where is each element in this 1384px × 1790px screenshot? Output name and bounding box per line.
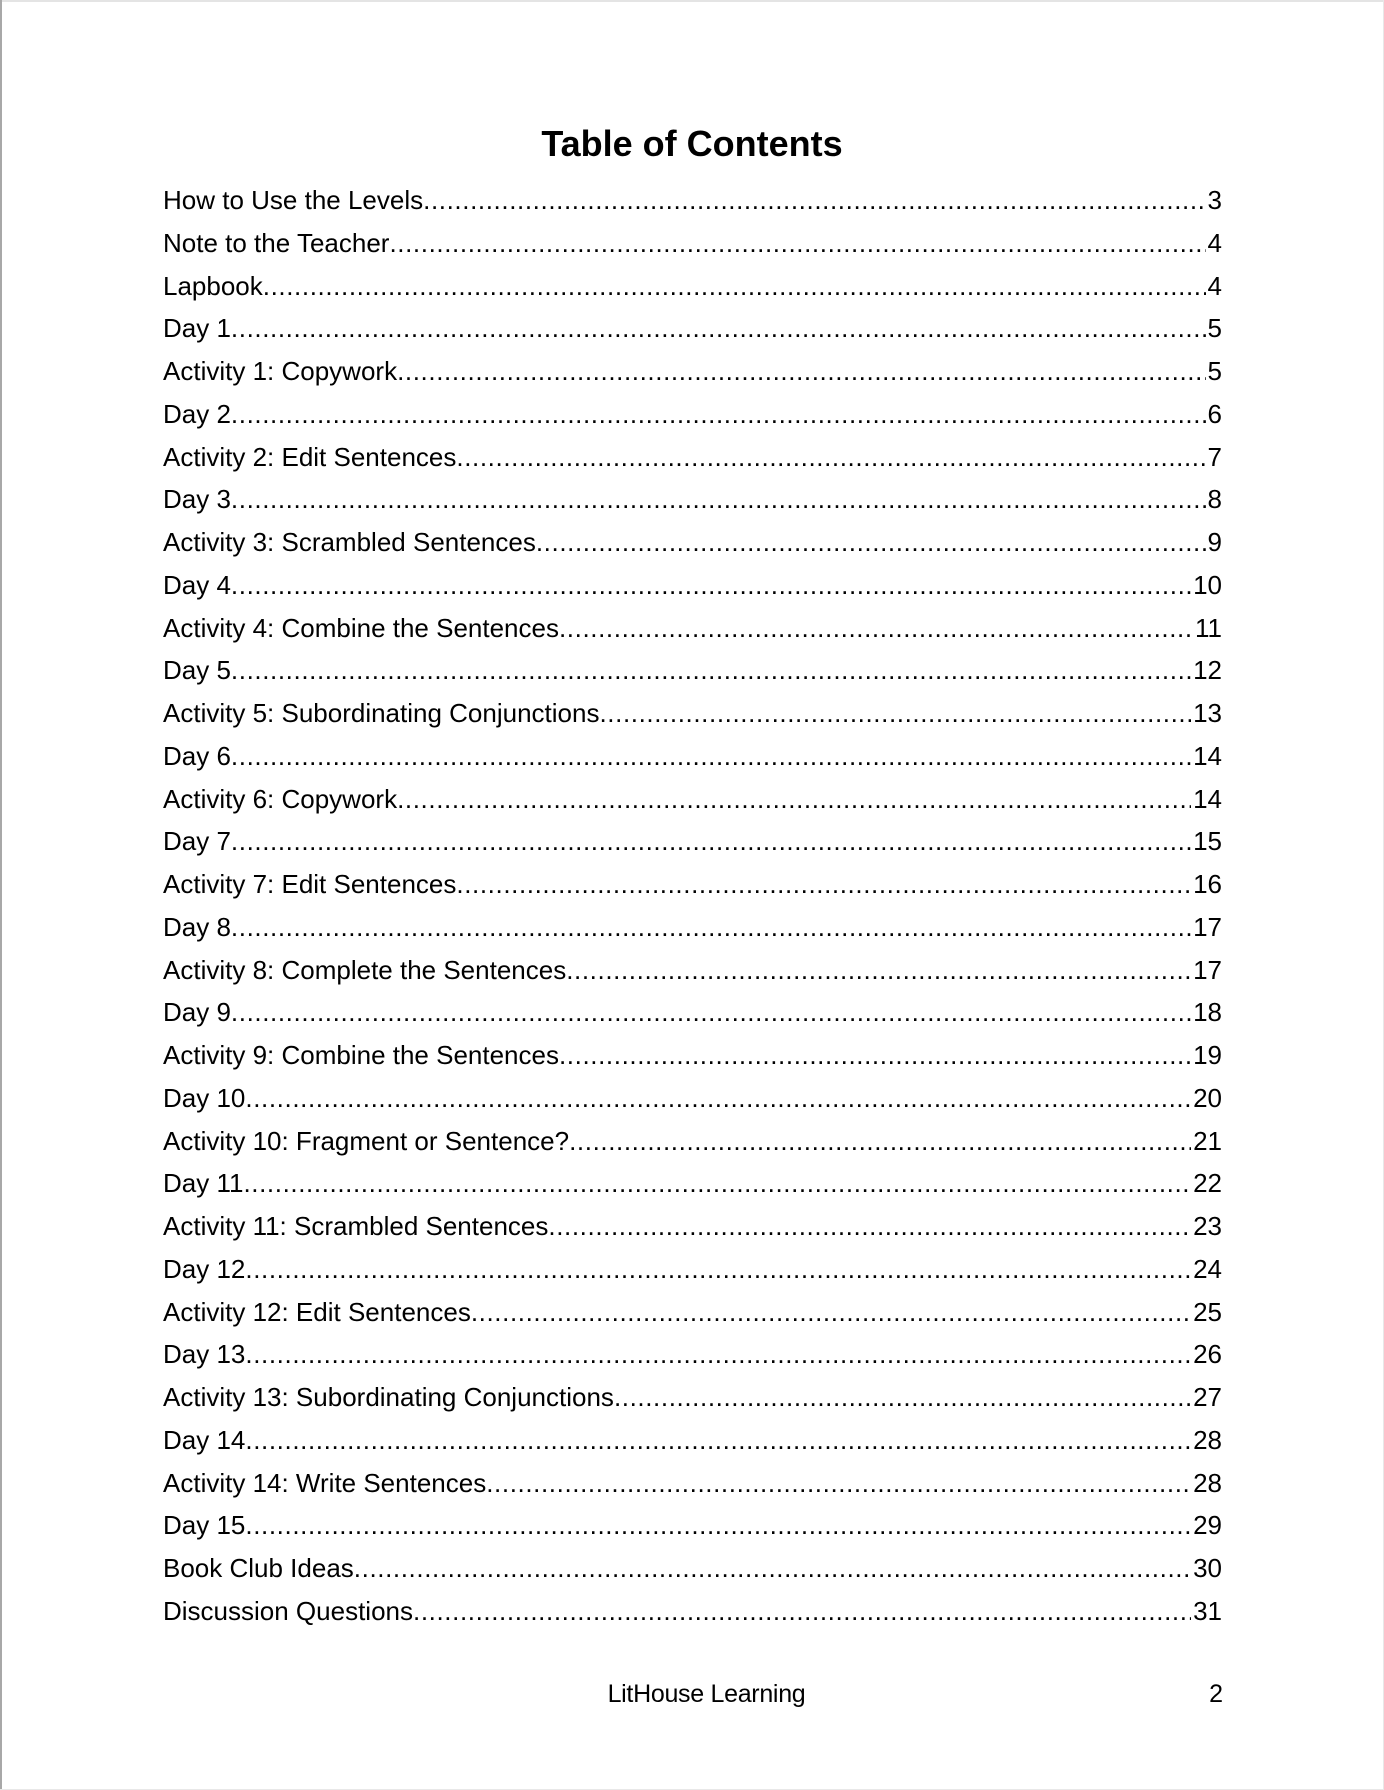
- toc-entry[interactable]: [163, 564, 1222, 607]
- toc-entry[interactable]: [163, 1333, 1222, 1376]
- toc-leader-dots: [389, 222, 1205, 265]
- toc-entry-label: Activity 1: Copywork: [163, 356, 398, 386]
- toc-entry-label: Activity 11: Scrambled Sentences: [163, 1211, 549, 1241]
- toc-leader-dots: [559, 607, 1193, 650]
- toc-entry[interactable]: [163, 1376, 1222, 1419]
- toc-entry-label: Day 5: [163, 655, 231, 686]
- toc-leader-dots: [245, 1333, 1191, 1376]
- toc-entry[interactable]: [163, 1248, 1222, 1291]
- toc-leader-dots: [413, 1590, 1191, 1633]
- toc-entry[interactable]: [163, 478, 1222, 521]
- toc-leader-dots: [423, 179, 1205, 222]
- toc-leader-dots: [397, 778, 1191, 821]
- toc-entry[interactable]: [163, 1077, 1222, 1120]
- toc-entry[interactable]: [163, 1590, 1222, 1633]
- toc-entry-label: Day 6: [163, 740, 231, 771]
- toc-entry-page-number: 13: [1193, 698, 1222, 728]
- toc-entry[interactable]: [163, 1162, 1222, 1205]
- toc-entry-label: Day 10: [163, 1082, 246, 1113]
- toc-entry-label: Day 12: [163, 1253, 246, 1284]
- toc-leader-dots: [471, 1291, 1191, 1334]
- toc-entry-page-number: 17: [1193, 954, 1222, 985]
- toc-entry-page-number: 8: [1207, 484, 1222, 515]
- toc-leader-dots: [231, 649, 1191, 692]
- toc-entry-page-number: 4: [1207, 270, 1222, 301]
- toc-entry-page-number: 29: [1193, 1510, 1222, 1541]
- toc-entry-label: Day 15: [163, 1510, 246, 1541]
- toc-entry-page-number: 16: [1193, 869, 1222, 899]
- toc-entry[interactable]: [163, 778, 1222, 821]
- toc-entry-page-number: 26: [1193, 1339, 1222, 1370]
- toc-entry-label: Activity 2: Edit Sentences: [163, 441, 457, 472]
- toc-entry[interactable]: [163, 863, 1222, 906]
- toc-entry[interactable]: [163, 906, 1222, 949]
- toc-leader-dots: [231, 906, 1191, 949]
- toc-entry[interactable]: [163, 265, 1222, 308]
- toc-entry[interactable]: [163, 1205, 1222, 1248]
- toc-leader-dots: [243, 1162, 1191, 1205]
- toc-entry-page-number: 5: [1207, 313, 1222, 344]
- toc-entry[interactable]: [163, 393, 1222, 436]
- toc-entry[interactable]: [163, 1504, 1222, 1547]
- toc-entry-label: Book Club Ideas: [163, 1553, 354, 1583]
- toc-entry-page-number: 17: [1193, 911, 1222, 942]
- toc-entry[interactable]: [163, 179, 1222, 222]
- toc-leader-dots: [245, 1419, 1191, 1462]
- toc-entry[interactable]: [163, 436, 1222, 479]
- toc-entry-label: How to Use the Levels: [163, 185, 424, 215]
- toc-entry-page-number: 6: [1207, 398, 1222, 429]
- toc-leader-dots: [231, 393, 1206, 436]
- toc-entry-label: Day 9: [163, 997, 231, 1028]
- toc-entry[interactable]: [163, 1419, 1222, 1462]
- toc-entry-page-number: 5: [1207, 356, 1222, 386]
- toc-entry-page-number: 10: [1193, 569, 1222, 600]
- toc-entry[interactable]: [163, 1547, 1222, 1590]
- toc-entry-label: Activity 3: Scrambled Sentences: [163, 527, 536, 557]
- toc-leader-dots: [548, 1205, 1191, 1248]
- toc-entry-page-number: 14: [1193, 783, 1222, 814]
- toc-entry-label: Lapbook: [163, 270, 263, 301]
- toc-entry-label: Activity 12: Edit Sentences: [163, 1296, 471, 1327]
- toc-entry-page-number: 28: [1193, 1424, 1222, 1455]
- toc-entry-label: Day 1: [163, 313, 231, 344]
- toc-entry-label: Activity 14: Write Sentences: [163, 1467, 487, 1498]
- toc-entry[interactable]: [163, 350, 1222, 393]
- toc-entry-label: Day 2: [163, 398, 231, 429]
- toc-leader-dots: [263, 265, 1206, 308]
- toc-leader-dots: [614, 1376, 1191, 1419]
- toc-entry-label: Activity 5: Subordinating Conjunctions: [163, 698, 600, 728]
- footer-page-number: 2: [1209, 1680, 1223, 1708]
- toc-entry-label: Activity 9: Combine the Sentences: [163, 1040, 559, 1070]
- toc-entry-page-number: 9: [1207, 527, 1222, 557]
- toc-leader-dots: [231, 564, 1191, 607]
- toc-entry[interactable]: [163, 607, 1222, 650]
- toc-leader-dots: [231, 735, 1191, 778]
- toc-entry-page-number: 14: [1193, 740, 1222, 771]
- toc-entry[interactable]: [163, 991, 1222, 1034]
- toc-entry[interactable]: [163, 307, 1222, 350]
- toc-leader-dots: [569, 1120, 1191, 1163]
- toc-entry[interactable]: [163, 949, 1222, 992]
- toc-leader-dots: [354, 1547, 1191, 1590]
- toc-entry-page-number: 21: [1193, 1125, 1222, 1156]
- toc-entry-page-number: 25: [1193, 1296, 1222, 1327]
- toc-leader-dots: [245, 1504, 1191, 1547]
- toc-entry-page-number: 30: [1193, 1553, 1222, 1583]
- toc-leader-dots: [599, 692, 1191, 735]
- toc-entry-page-number: 28: [1193, 1467, 1222, 1498]
- toc-leader-dots: [456, 436, 1205, 479]
- toc-entry-label: Activity 6: Copywork: [163, 783, 398, 814]
- toc-entry[interactable]: [163, 692, 1222, 735]
- toc-entry-page-number: 27: [1193, 1382, 1222, 1412]
- toc-leader-dots: [231, 307, 1206, 350]
- toc-leader-dots: [231, 820, 1191, 863]
- toc-leader-dots: [231, 991, 1191, 1034]
- toc-entry-label: Activity 7: Edit Sentences: [163, 869, 457, 899]
- toc-leader-dots: [397, 350, 1205, 393]
- toc-entry[interactable]: [163, 649, 1222, 692]
- toc-entry[interactable]: [163, 1034, 1222, 1077]
- toc-entry[interactable]: [163, 1120, 1222, 1163]
- toc-entry[interactable]: [163, 222, 1222, 265]
- toc-entry-page-number: 24: [1193, 1253, 1222, 1284]
- toc-entry-page-number: 19: [1193, 1040, 1222, 1070]
- table-of-contents: [163, 179, 1222, 1633]
- toc-entry-label: Day 7: [163, 826, 231, 857]
- toc-entry-label: Day 3: [163, 484, 231, 515]
- toc-entry-label: Day 13: [163, 1339, 246, 1370]
- toc-leader-dots: [231, 478, 1206, 521]
- toc-entry-page-number: 7: [1207, 441, 1222, 472]
- toc-entry-label: Activity 4: Combine the Sentences: [163, 612, 559, 643]
- toc-leader-dots: [245, 1248, 1191, 1291]
- toc-entry[interactable]: [163, 735, 1222, 778]
- toc-entry-page-number: 22: [1193, 1168, 1222, 1199]
- toc-entry[interactable]: [163, 1291, 1222, 1334]
- toc-leader-dots: [486, 1462, 1191, 1505]
- toc-entry-label: Day 4: [163, 569, 231, 600]
- toc-leader-dots: [559, 1034, 1191, 1077]
- toc-entry-label: Day 8: [163, 911, 231, 942]
- toc-entry-label: Note to the Teacher: [163, 227, 390, 258]
- toc-entry-label: Activity 10: Fragment or Sentence?: [163, 1125, 570, 1156]
- footer-publisher: LitHouse Learning: [607, 1680, 806, 1708]
- toc-entry-page-number: 12: [1193, 655, 1222, 686]
- toc-entry-label: Day 14: [163, 1424, 246, 1455]
- toc-entry-page-number: 3: [1207, 185, 1222, 215]
- page-title: Table of Contents: [541, 123, 843, 164]
- toc-leader-dots: [536, 521, 1206, 564]
- toc-entry-label: Activity 8: Complete the Sentences: [163, 954, 567, 985]
- toc-entry-page-number: 18: [1193, 997, 1222, 1028]
- toc-entry-page-number: 20: [1193, 1082, 1222, 1113]
- page-edge-left: [0, 0, 2, 1790]
- toc-entry-page-number: 23: [1193, 1211, 1222, 1241]
- toc-entry[interactable]: [163, 1462, 1222, 1505]
- toc-entry-page-number: 31: [1193, 1595, 1222, 1626]
- toc-leader-dots: [456, 863, 1191, 906]
- toc-entry-label: Discussion Questions: [163, 1595, 413, 1626]
- toc-leader-dots: [566, 949, 1191, 992]
- toc-entry[interactable]: [163, 820, 1222, 863]
- toc-entry-label: Activity 13: Subordinating Conjunctions: [163, 1382, 614, 1412]
- toc-entry-label: Day 11: [163, 1168, 244, 1199]
- toc-entry-page-number: 15: [1193, 826, 1222, 857]
- toc-entry[interactable]: [163, 521, 1222, 564]
- toc-leader-dots: [245, 1077, 1191, 1120]
- toc-entry-page-number: 4: [1207, 227, 1222, 258]
- page-edge-top: [0, 0, 1384, 2]
- toc-entry-page-number: 11: [1195, 612, 1222, 643]
